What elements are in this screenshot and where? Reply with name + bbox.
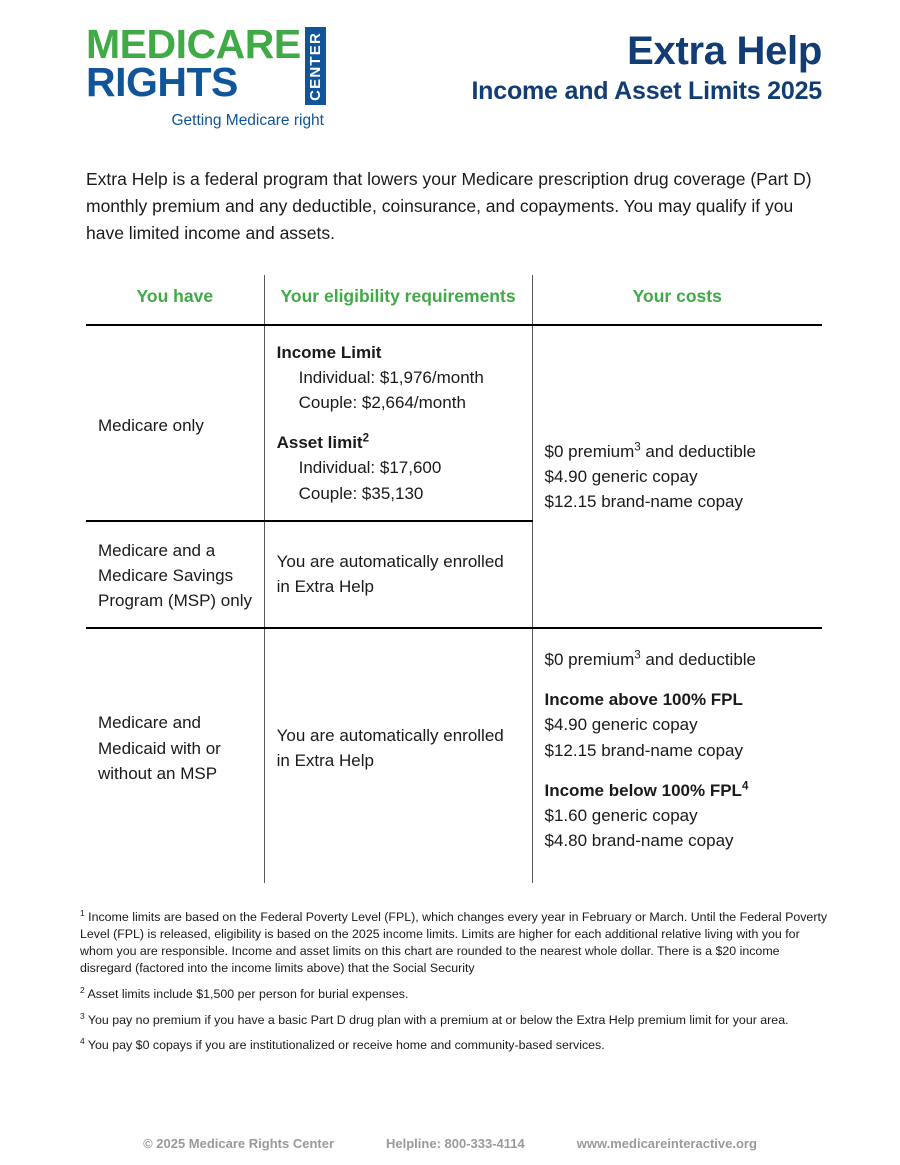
header-titles bbox=[471, 26, 822, 106]
row2-eligibility: You are automatically enrolled in Extra Help bbox=[264, 521, 532, 628]
row3-above-brand-copay: $12.15 brand-name copay bbox=[544, 740, 743, 760]
logo-center-badge-label: CENTER bbox=[306, 31, 324, 101]
footnote-3 bbox=[80, 1012, 830, 1029]
row3-spacer-2 bbox=[545, 763, 813, 778]
limits-table-wrapper bbox=[86, 275, 822, 883]
table-header-row bbox=[86, 275, 822, 324]
footnote-2 bbox=[80, 986, 830, 1003]
column-header-costs: Your costs bbox=[532, 275, 822, 324]
footnote-3-marker: 3 bbox=[80, 1010, 85, 1021]
row1-premium-footnote-marker: 3 bbox=[634, 441, 641, 454]
row3-below-fpl-label bbox=[545, 778, 813, 803]
row1-premium-pre: $0 premium bbox=[544, 441, 635, 461]
footnote-2-marker: 2 bbox=[80, 984, 85, 995]
row1-asset-limit-label bbox=[277, 433, 369, 452]
table-row bbox=[86, 325, 822, 521]
footnote-1-text: Income limits are based on the Federal Poverty Level (FPL), which changes every year in February or March. Until the Federal Poverty Level (FPL) is released, eligibility is based on the 2025 income limits. Limits are higher for each additional relative living with you for whom you are responsible. Income and asset limits on this chart are rounded to the nearest whole dollar. There is a $20 income disregard (factored into the income limits above) that the Social Security bbox=[80, 910, 828, 975]
limits-table bbox=[86, 275, 822, 883]
row1-income-individual: Individual: $1,976/month bbox=[298, 367, 484, 387]
row3-premium-footnote-marker: 3 bbox=[634, 649, 641, 662]
intro-paragraph: Extra Help is a federal program that lowers your Medicare prescription drug coverage (Part D) monthly premium and any deductible, coinsurance, and copayments. You may qualify if you have limited income and assets. bbox=[86, 169, 812, 244]
row3-eligibility: You are automatically enrolled in Extra Help bbox=[264, 628, 532, 867]
footnote-4 bbox=[80, 1037, 830, 1054]
page-header bbox=[0, 0, 900, 130]
footnote-4-marker: 4 bbox=[80, 1036, 85, 1047]
logo-word-medicare: MEDICARE bbox=[86, 21, 301, 67]
page-footer bbox=[0, 1136, 900, 1151]
footnote-1 bbox=[80, 909, 830, 976]
row3-spacer-1 bbox=[545, 672, 813, 687]
footnote-3-text: You pay no premium if you have a basic Part D drug plan with a premium at or below the Extra Help premium limit for your area. bbox=[87, 1012, 789, 1027]
row1-asset-limit-text: Asset limit bbox=[276, 433, 363, 453]
footnote-4-text: You pay $0 copays if you are institutionalized or receive home and community-based services. bbox=[87, 1038, 605, 1053]
footnote-1-marker: 1 bbox=[80, 908, 85, 919]
logo-tagline: Getting Medicare right bbox=[171, 112, 324, 129]
row3-above-fpl-label: Income above 100% FPL bbox=[544, 690, 743, 710]
logo-word-rights: RIGHTS bbox=[86, 58, 238, 105]
footer-copyright: © 2025 Medicare Rights Center bbox=[143, 1136, 335, 1151]
footnotes bbox=[80, 909, 830, 1054]
row1-spacer bbox=[277, 415, 522, 430]
row3-below-fpl-text: Income below 100% FPL bbox=[544, 780, 742, 800]
row2-you-have: Medicare and a Medicare Savings Program (MSP) only bbox=[86, 521, 264, 628]
page-subtitle: Income and Asset Limits 2025 bbox=[471, 77, 822, 105]
row3-below-fpl-footnote-marker: 4 bbox=[741, 780, 749, 793]
trailing-cell-1 bbox=[86, 867, 264, 883]
row1-income-couple: Couple: $2,664/month bbox=[298, 393, 466, 413]
row3-below-brand-copay: $4.80 brand-name copay bbox=[544, 831, 734, 851]
footnote-2-text: Asset limits include $1,500 per person for burial expenses. bbox=[87, 986, 409, 1001]
row1-you-have: Medicare only bbox=[86, 325, 264, 521]
row3-premium-pre: $0 premium bbox=[544, 650, 635, 670]
row1-2-costs bbox=[532, 325, 822, 628]
row1-asset-couple: Couple: $35,130 bbox=[298, 483, 424, 503]
row3-you-have: Medicare and Medicaid with or without an MSP bbox=[86, 628, 264, 867]
row1-asset-limit-footnote-marker: 2 bbox=[362, 432, 370, 445]
table-row bbox=[86, 628, 822, 867]
trailing-cell-3 bbox=[532, 867, 822, 883]
row3-premium-line bbox=[545, 650, 757, 669]
row1-generic-copay: $4.90 generic copay bbox=[544, 466, 698, 486]
table-trailing-row bbox=[86, 867, 822, 883]
row3-premium-post: and deductible bbox=[640, 650, 757, 670]
footer-helpline: Helpline: 800-333-4114 bbox=[386, 1136, 525, 1151]
row3-above-generic-copay: $4.90 generic copay bbox=[544, 715, 698, 735]
row1-eligibility bbox=[264, 325, 532, 521]
page-title: Extra Help bbox=[627, 29, 822, 73]
column-header-eligibility: Your eligibility requirements bbox=[264, 275, 532, 324]
column-header-you-have: You have bbox=[136, 286, 214, 307]
row1-premium-post: and deductible bbox=[640, 441, 757, 461]
logo-center-badge bbox=[305, 27, 326, 105]
row1-brand-copay: $12.15 brand-name copay bbox=[544, 492, 743, 512]
row1-premium-line bbox=[545, 442, 757, 461]
medicare-rights-center-logo bbox=[86, 21, 326, 130]
footer-website[interactable]: www.medicareinteractive.org bbox=[576, 1136, 757, 1151]
logo-wordmark bbox=[86, 21, 326, 105]
trailing-cell-2 bbox=[264, 867, 532, 883]
row3-costs bbox=[532, 628, 822, 867]
logo-words bbox=[86, 21, 301, 105]
row3-below-generic-copay: $1.60 generic copay bbox=[544, 805, 698, 825]
row1-asset-individual: Individual: $17,600 bbox=[298, 458, 442, 478]
row1-income-limit-label: Income Limit bbox=[276, 342, 382, 362]
